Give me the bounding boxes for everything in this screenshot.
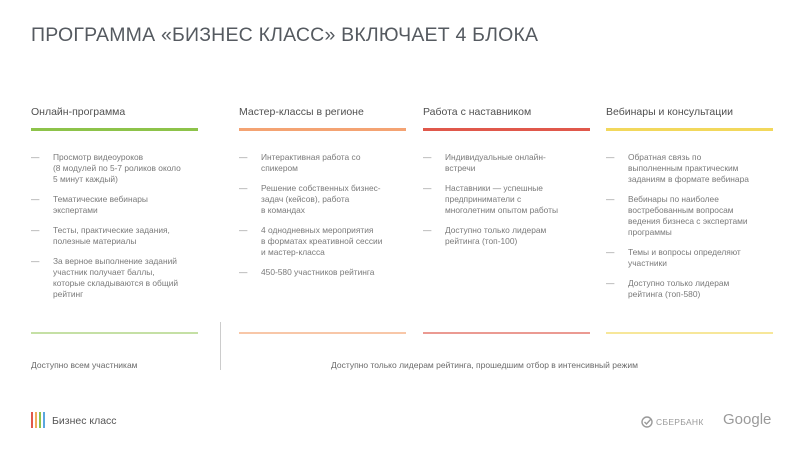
bullet-dash-icon: —: [423, 183, 432, 193]
list-item-text: За верное выполнение заданий участник получает баллы, которые складываются в общий рейтинг: [53, 256, 179, 299]
block-heading: Онлайн-программа: [31, 106, 126, 118]
sberbank-emblem-icon: [641, 416, 653, 428]
bullet-dash-icon: —: [606, 247, 615, 257]
sberbank-logo: [641, 415, 704, 429]
bullet-dash-icon: —: [31, 256, 40, 266]
block-accent-bar: [31, 128, 198, 131]
list-item: [239, 225, 406, 258]
block-column: [423, 104, 590, 246]
bullet-dash-icon: —: [239, 152, 248, 162]
block-accent-bar: [606, 128, 773, 131]
list-item: [423, 183, 590, 216]
business-class-logo-text: Бизнес класс: [52, 415, 117, 427]
list-item-text: Темы и вопросы определяют участники: [628, 247, 741, 268]
block-heading: Мастер-классы в регионе: [239, 106, 364, 118]
list-item: [31, 194, 198, 216]
list-item: [31, 256, 198, 300]
block-bottom-bar: [606, 332, 773, 334]
list-item-text: Интерактивная работа со спикером: [261, 152, 361, 173]
bullet-dash-icon: —: [606, 194, 615, 204]
block-bottom-bar: [31, 332, 198, 334]
list-item-text: Решение собственных бизнес- задач (кейсов), работа в командах: [261, 183, 381, 215]
block-accent-bar: [423, 128, 590, 131]
list-item-text: Обратная связь по выполненным практическим заданиям в формате вебинара: [628, 152, 749, 184]
list-item-text: Тематические вебинары экспертами: [53, 194, 148, 215]
list-item: [31, 225, 198, 247]
block-item-list: [31, 152, 198, 309]
list-item: [423, 225, 590, 247]
list-item-text: Тесты, практические задания, полезные материалы: [53, 225, 170, 246]
list-item: [423, 152, 590, 174]
block-accent-bar: [239, 128, 406, 131]
block-column: [239, 104, 406, 277]
list-item: [606, 152, 773, 185]
list-item-text: Индивидуальные онлайн- встречи: [445, 152, 546, 173]
list-item: [239, 267, 406, 278]
block-heading: Работа с наставником: [423, 106, 532, 118]
bullet-dash-icon: —: [31, 194, 40, 204]
bullet-dash-icon: —: [239, 225, 248, 235]
block-item-list: [423, 152, 590, 256]
list-item-text: 450-580 участников рейтинга: [261, 267, 375, 277]
block-bottom-bar: [423, 332, 590, 334]
footer-all-participants: Доступно всем участникам: [31, 360, 138, 370]
bullet-dash-icon: —: [239, 267, 248, 277]
bullet-dash-icon: —: [423, 225, 432, 235]
google-logo: Google: [723, 411, 772, 428]
bullet-dash-icon: —: [606, 152, 615, 162]
list-item: [606, 194, 773, 238]
bullet-dash-icon: —: [31, 152, 40, 162]
page-title: ПРОГРАММА «БИЗНЕС КЛАСС» ВКЛЮЧАЕТ 4 БЛОКА: [31, 24, 539, 46]
list-item-text: Вебинары по наиболее востребованным вопросам ведения бизнеса с экспертами программы: [628, 194, 748, 237]
bullet-dash-icon: —: [423, 152, 432, 162]
list-item: [239, 152, 406, 174]
list-item: [239, 183, 406, 216]
bullet-dash-icon: —: [31, 225, 40, 235]
block-bottom-bar: [239, 332, 406, 334]
bullet-dash-icon: —: [239, 183, 248, 193]
block-heading: Вебинары и консультации: [606, 106, 733, 118]
list-item: [606, 278, 773, 300]
block-item-list: [606, 152, 773, 309]
list-item-text: Просмотр видеоуроков (8 модулей по 5-7 роликов около 5 минут каждый): [53, 152, 181, 184]
block-column: [606, 104, 773, 299]
business-class-logo-icon: [31, 412, 45, 428]
block-item-list: [239, 152, 406, 287]
list-item: [606, 247, 773, 269]
list-item-text: Наставники — успешные предприниматели с многолетним опытом работы: [445, 183, 559, 215]
list-item-text: Доступно только лидерам рейтинга (топ-100): [445, 225, 547, 246]
section-divider: [220, 322, 221, 370]
list-item-text: 4 однодневных мероприятия в форматах креативной сессии и мастер-класса: [261, 225, 383, 257]
footer-leaders-only: Доступно только лидерам рейтинга, прошедшим отбор в интенсивный режим: [331, 360, 638, 370]
block-column: [31, 104, 198, 299]
list-item-text: Доступно только лидерам рейтинга (топ-580): [628, 278, 730, 299]
list-item: [31, 152, 198, 185]
bullet-dash-icon: —: [606, 278, 615, 288]
sberbank-wordmark: СБЕРБАНК: [656, 417, 704, 427]
